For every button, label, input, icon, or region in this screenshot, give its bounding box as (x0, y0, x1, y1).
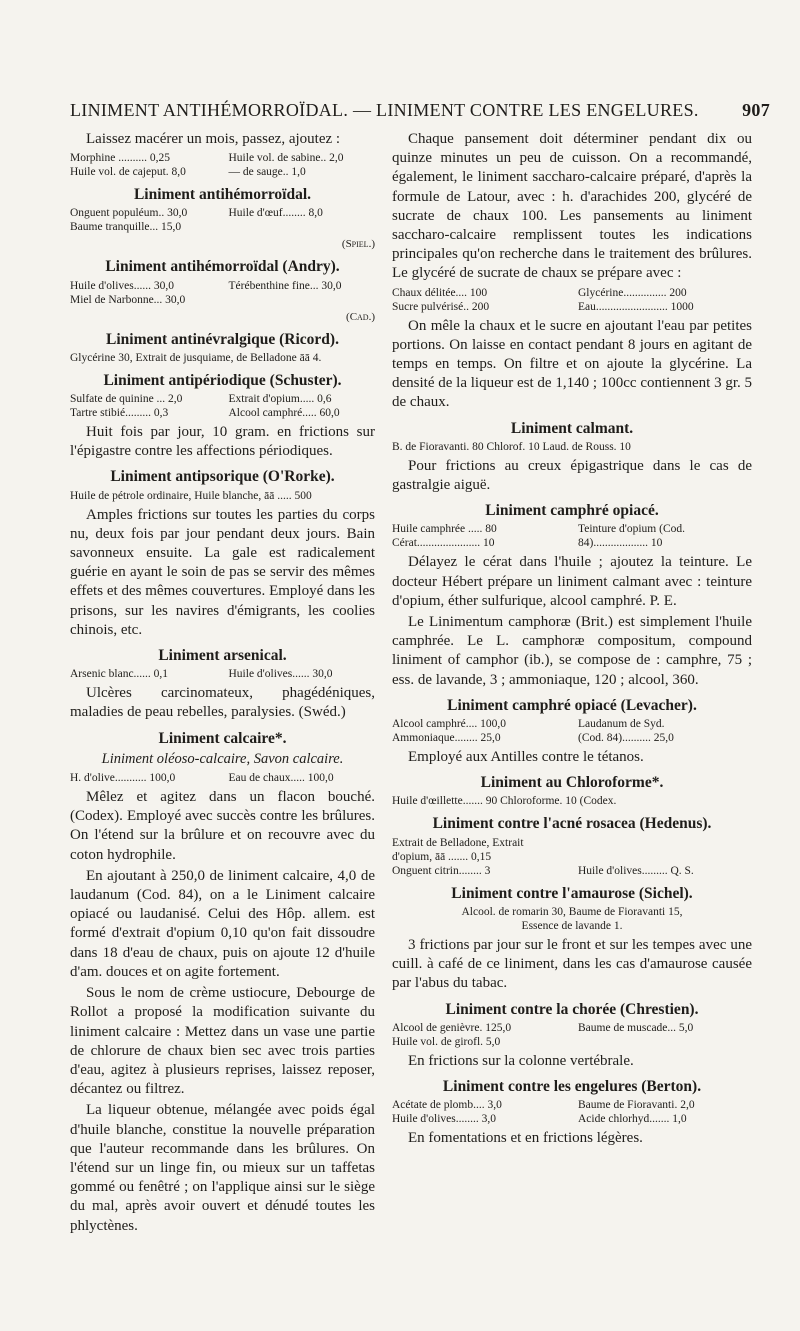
running-title: LINIMENT ANTIHÉMORROÏDAL. — LINIMENT CONTRE LES ENGELURES. (70, 100, 699, 120)
recipe-table (70, 667, 375, 681)
recipe-cell: Onguent citrin........ 3 (392, 864, 491, 877)
recipe-cell: Acétate de plomb.... 3,0 (392, 1099, 502, 1112)
recipe-cell: 84)................... 10 (578, 537, 663, 550)
recipe-row (70, 293, 375, 307)
recipe-cell: — de sauge.. 1,0 (228, 166, 306, 179)
recipe-cell: Morphine .......... 0,25 (70, 152, 170, 165)
recipe-cell: Eau de chaux..... 100,0 (228, 772, 334, 785)
paragraph: Huit fois par jour, 10 gram. en frictions sur l'épigastre contre les affections périodiques. (70, 424, 375, 460)
recipe-cell: Teinture d'opium (Cod. (578, 523, 685, 536)
recipe-cell (217, 293, 376, 307)
recipe-row (392, 536, 752, 550)
recipe-cell: Huile vol. de girofl. 5,0 (392, 1035, 501, 1048)
recipe-cell (217, 220, 376, 234)
recipe-cell: H. d'olive........... 100,0 (70, 772, 176, 785)
section-title: Liniment antinévralgique (Ricord). (106, 330, 339, 348)
recipe-cell (566, 1035, 752, 1049)
recipe-row (392, 300, 752, 314)
recipe-cell: Huile d'olives........ 3,0 (392, 1113, 496, 1126)
recipe-row (392, 1021, 752, 1035)
paragraph: En ajoutant à 250,0 de liniment calcaire, 4,0 de laudanum (Cod. 84), on a le Liniment calcaire opiacé ou laudanisé. Celui des Hôp. allem. est formé d'extrait d'opium 0,10 qu'on fait dissoudre dans 18 d'eau de chaux, puis on ajoute 12 d'huile d'am. douces et on agite fortement. (70, 867, 375, 980)
recipe-row (70, 151, 375, 165)
section-title: Liniment au Chloroforme*. (480, 774, 664, 792)
recipe-row (70, 279, 375, 293)
recipe-cell: Sulfate de quinine ... 2,0 (70, 393, 183, 406)
recipe-cell: Baume tranquille... 15,0 (70, 221, 182, 234)
paragraph: La liqueur obtenue, mélangée avec poids égal d'huile blanche, constitue la nouvelle préparation que l'auteur recommande dans les brûlures. On l'étend sur un linge fin, ou mieux sur un taffetas gommé ou fenêtré ; on l'applique ainsi sur le siège du mal, après avoir ouvert et dénudé toutes les phlyctènes. (70, 1102, 375, 1234)
recipe-table (392, 836, 752, 878)
recipe-cell: Huile d'olives...... 30,0 (70, 279, 174, 292)
running-header (70, 100, 770, 126)
recipe-table (70, 279, 375, 307)
recipe-cell: Huile d'olives......... Q. S. (578, 864, 694, 877)
paragraph: Délayez le cérat dans l'huile ; ajoutez la teinture. Le docteur Hébert prépare un liniment calmant avec : teinture d'opium, éther sulfurique, alcool camphré. P. E. (392, 554, 752, 609)
recipe-row (392, 522, 752, 536)
paragraph: En fomentations et en frictions légères. (408, 1130, 643, 1147)
paragraph: Sous le nom de crème ustiocure, Debourge de Rollot a proposé la modification suivante du liniment calcaire : Mettez dans un vase une partie de chlorure de chaux bien sec avec trois parties d'eau, agitez à plusieurs reprises, laissez reposer, décantez ou filtrez. (70, 985, 375, 1098)
recipe-cell: Huile vol. de sabine.. 2,0 (228, 152, 344, 165)
recipe-cell: Alcool camphré.... 100,0 (392, 718, 507, 731)
recipe-table (392, 286, 752, 314)
recipe-row (70, 392, 375, 406)
recipe-row (392, 1035, 752, 1049)
recipe-table (392, 717, 752, 745)
paragraph: Employé aux Antilles contre le tétanos. (408, 749, 644, 766)
recipe-line: Huile d'œillette....... 90 Chloroforme. 10 (Codex. (392, 795, 617, 808)
recipe-table (392, 1098, 752, 1126)
recipe-table (70, 151, 375, 179)
recipe-row (70, 667, 375, 681)
recipe-cell: Cérat...................... 10 (392, 537, 495, 550)
recipe-cell: Huile d'olives...... 30,0 (228, 668, 333, 681)
recipe-row (70, 165, 375, 179)
paragraph: Le Linimentum camphoræ (Brit.) est simplement l'huile camphrée. Le L. camphoræ compositum, compound liniment of camphor (ib.), se compose de : camphre, 75 ; ess. de lavande, 3 ; ammoniaque, 120 ; alcool, 360. (392, 614, 752, 688)
section-title: Liniment antihémorroïdal. (133, 186, 312, 204)
recipe-row (392, 731, 752, 745)
recipe-row (70, 206, 375, 220)
recipe-line: Alcool. de romarin 30, Baume de Fioravanti 15, (461, 905, 683, 918)
recipe-line: B. de Fioravanti. 80 Chlorof. 10 Laud. de Rouss. 10 (392, 440, 631, 453)
recipe-cell: Acide chlorhyd....... 1,0 (578, 1113, 687, 1126)
paragraph: Laissez macérer un mois, passez, ajoutez : (86, 131, 341, 147)
recipe-table (70, 206, 375, 234)
recipe-row (392, 286, 752, 300)
section-title: Liniment camphré opiacé (Levacher). (447, 696, 697, 714)
recipe-cell: Glycérine............... 200 (578, 286, 687, 299)
recipe-row (392, 864, 752, 878)
section-title: Liniment antipériodique (Schuster). (103, 371, 342, 389)
section-title: Liniment calcaire*. (158, 729, 287, 747)
recipe-row (70, 771, 375, 785)
recipe-cell: Miel de Narbonne... 30,0 (70, 293, 186, 306)
recipe-cell: (Cod. 84).......... 25,0 (578, 732, 674, 745)
recipe-cell: Sucre pulvérisé.. 200 (392, 300, 490, 313)
reference: (Spiel.) (341, 238, 375, 251)
recipe-cell: Baume de muscade... 5,0 (578, 1021, 694, 1034)
section-title: Liniment antihémorroïdal (Andry). (105, 258, 340, 276)
section-title: Liniment contre l'acné rosacea (Hedenus). (432, 815, 712, 833)
recipe-cell: Chaux délitée.... 100 (392, 286, 488, 299)
reference: (Cad.) (346, 310, 375, 323)
section-title: Liniment camphré opiacé. (485, 502, 659, 520)
recipe-cell: Eau......................... 1000 (578, 300, 694, 313)
recipe-cell: Extrait de Belladone, Extrait d'opium, āā ....... 0,15 (392, 836, 524, 863)
section-title: Liniment contre les engelures (Berton). (442, 1077, 702, 1095)
recipe-cell: Huile d'œuf........ 8,0 (228, 207, 323, 220)
paragraph: On mêle la chaux et le sucre en ajoutant l'eau par petites portions. On laisse en contact pendant 8 jours en agitant de temps en temps. On filtre et on ajoute la glycérine. La densité de la liqueur est de 1,140 ; 100cc contiennent 3 gr. 5 de chaux. (392, 317, 752, 411)
recipe-row (392, 1112, 752, 1126)
recipe-row (392, 1098, 752, 1112)
section-title: Liniment contre la chorée (Chrestien). (445, 1000, 699, 1018)
recipe-cell: Alcool de genièvre. 125,0 (392, 1021, 512, 1034)
recipe-row (70, 220, 375, 234)
recipe-table (392, 522, 752, 550)
page-number: 907 (742, 100, 770, 120)
paragraph: Pour frictions au creux épigastrique dans le cas de gastralgie aiguë. (392, 457, 752, 494)
left-column (70, 130, 375, 1238)
paragraph: En frictions sur la colonne vertébrale. (408, 1052, 634, 1069)
paragraph: Ulcères carcinomateux, phagédéniques, maladies de peau rebelles, paralysies. (Swéd.) (70, 685, 375, 721)
paragraph: Amples frictions sur toutes les parties du corps nu, deux fois par jour pendant deux jours. Bain savonneux ensuite. La gale est radicalement guérie en ayant le soin de pas se servir des mêmes effets et des mêmes couvertures. Employé dans les prisons, sur les navires d'émigrants, les coolies chinois, etc. (70, 506, 375, 638)
section-title: Liniment arsenical. (158, 647, 287, 665)
recipe-cell: Laudanum de Syd. (578, 718, 665, 731)
section-title: Liniment contre l'amaurose (Sichel). (451, 884, 693, 902)
recipe-cell: Tartre stibié......... 0,3 (70, 407, 169, 420)
recipe-line: Essence de lavande 1. (521, 919, 623, 932)
recipe-cell: Térébenthine fine... 30,0 (228, 279, 342, 292)
recipe-row (392, 717, 752, 731)
recipe-table (70, 771, 375, 785)
recipe-line: Huile de pétrole ordinaire, Huile blanche, āā ..... 500 (70, 489, 312, 502)
recipe-table (392, 1021, 752, 1049)
recipe-cell: Huile camphrée ..... 80 (392, 523, 497, 536)
recipe-cell: Ammoniaque........ 25,0 (392, 732, 501, 745)
recipe-row (70, 406, 375, 420)
recipe-cell: Huile vol. de cajeput. 8,0 (70, 166, 186, 179)
recipe-row (392, 836, 752, 864)
recipe-cell (566, 836, 752, 864)
paragraph: Chaque pansement doit déterminer pendant dix ou quinze minutes un peu de cuisson. On a recommandé, également, le liniment saccharo-calcaire préparé, d'après la formule de Latour, avec : h. d'arachides 200, glycéré de sucrate de chaux 100. Les pansements au liniment saccharo-calcaire remplissent toutes les indications principales qu'on recherche dans le traitement des brûlures. Le glycéré de sucrate de chaux se prépare avec : (392, 131, 752, 282)
recipe-cell: Baume de Fioravanti. 2,0 (578, 1099, 695, 1112)
recipe-table (70, 392, 375, 420)
recipe-cell: Arsenic blanc...... 0,1 (70, 668, 169, 681)
paragraph: Mêlez et agitez dans un flacon bouché. (Codex). Employé avec succès contre les brûlures. On l'étend sur la brûlure et on recouvre avec du coton hydrophile. (70, 789, 375, 863)
paragraph: 3 frictions par jour sur le front et sur les tempes avec une cuill. à café de ce liniment, dans les cas d'amaurose causée par l'abus du tabac. (392, 936, 752, 992)
recipe-cell: Onguent populéum.. 30,0 (70, 207, 188, 220)
section-title: Liniment antipsorique (O'Rorke). (110, 468, 335, 486)
recipe-cell: Alcool camphré..... 60,0 (228, 407, 340, 420)
section-subtitle: Liniment oléoso-calcaire, Savon calcaire. (101, 750, 344, 767)
recipe-cell: Extrait d'opium..... 0,6 (228, 393, 332, 406)
section-title: Liniment calmant. (510, 419, 634, 437)
right-column (392, 130, 752, 1150)
recipe-line: Glycérine 30, Extrait de jusquiame, de Belladone āā 4. (70, 351, 322, 364)
